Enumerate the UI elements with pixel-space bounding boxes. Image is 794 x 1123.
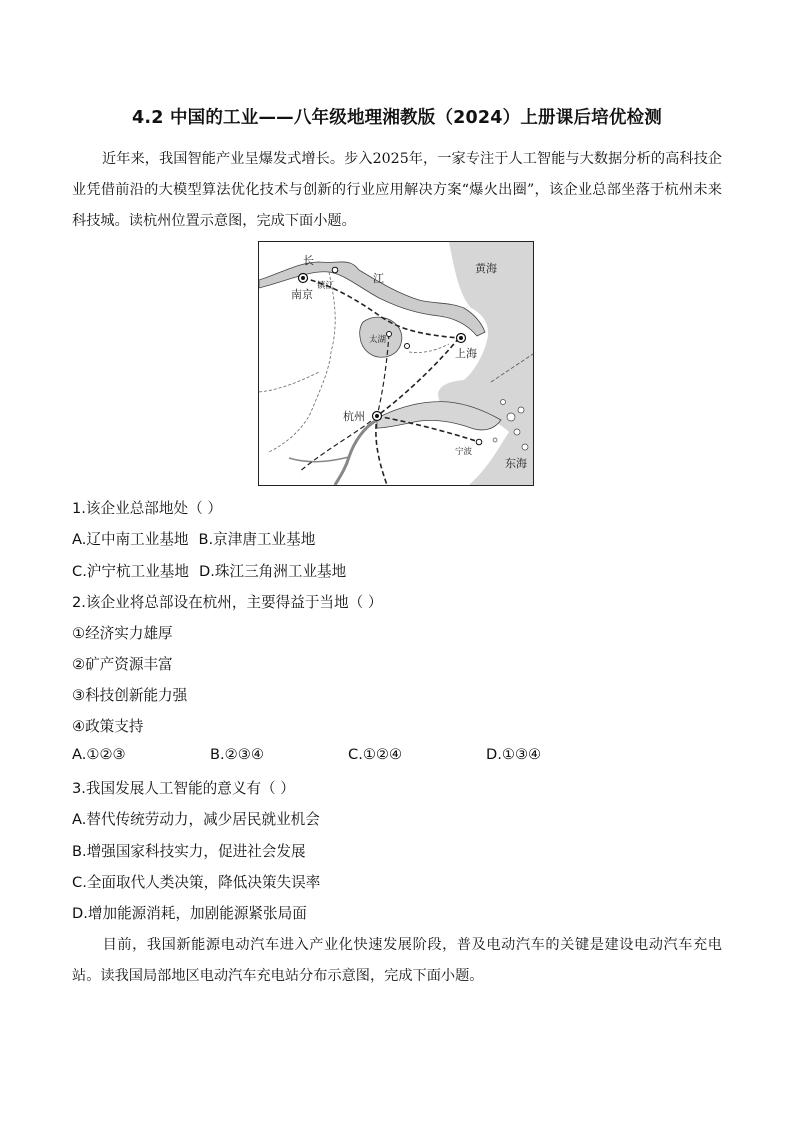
q2-option-b[interactable]: B.②③④	[210, 746, 264, 763]
q2-option-c[interactable]: C.①②④	[348, 746, 403, 763]
hangzhou-location-map	[258, 241, 534, 486]
zhenjiang-marker	[332, 267, 338, 273]
ningbo-marker	[476, 439, 482, 445]
q3-stem: 3.我国发展人工智能的意义有（ ）	[72, 780, 295, 797]
q3-option-d[interactable]: D.增加能源消耗，加剧能源紧张局面	[72, 905, 307, 922]
q2-item-3: ③科技创新能力强	[72, 687, 188, 704]
page-title: 4.2 中国的工业——八年级地理湘教版（2024）上册课后培优检测	[132, 108, 662, 128]
hangzhou-label: 杭州	[343, 410, 365, 423]
q3-option-b[interactable]: B.增强国家科技实力，促进社会发展	[72, 843, 306, 860]
q1-options-row-1	[72, 528, 315, 549]
q3-option-a[interactable]: A.替代传统劳动力，减少居民就业机会	[72, 811, 320, 828]
q1-option-c[interactable]: C.沪宁杭工业基地	[72, 563, 189, 580]
q1-option-a[interactable]: A.辽中南工业基地	[72, 531, 189, 548]
shanghai-label: 上海	[455, 347, 477, 360]
chang-label: 长	[303, 254, 314, 267]
q1-options-row-2	[72, 560, 346, 581]
intro-text-1: 近年来，我国智能产业呈爆发式增长。步入2025年，一家专注于人工智能与大数据分析的高科技企业凭借前沿的大模型算法优化技术与创新的行业应用解决方案“爆火出圈”，该企业总部坐落于杭州未来科技城。读杭州位置示意图，完成下面小题。	[72, 151, 722, 229]
jiang-label: 江	[373, 272, 384, 285]
zhenjiang-label: 镇江	[317, 281, 335, 291]
taihu-label: 太湖	[369, 335, 387, 345]
yellow-sea-label: 黄海	[475, 262, 497, 275]
q2-option-d[interactable]: D.①③④	[486, 746, 542, 763]
intro-paragraph-1	[72, 144, 722, 237]
map-svg	[259, 242, 533, 485]
q1-option-b[interactable]: B.京津唐工业基地	[198, 531, 316, 548]
nanjing-label: 南京	[291, 288, 313, 301]
q2-stem: 2.该企业将总部设在杭州，主要得益于当地（ ）	[72, 594, 383, 611]
q2-option-a[interactable]: A.①②③	[72, 746, 126, 763]
east-sea-label: 东海	[505, 457, 527, 470]
q3-option-c[interactable]: C.全面取代人类决策，降低决策失误率	[72, 874, 321, 891]
ningbo-label: 宁波	[455, 447, 473, 457]
qiantang-river	[335, 420, 377, 485]
q2-item-1: ①经济实力雄厚	[72, 625, 173, 642]
intro-text-2: 目前，我国新能源电动汽车进入产业化快速发展阶段，普及电动汽车的关键是建设电动汽车充电站。读我国局部地区电动汽车充电站分布示意图，完成下面小题。	[72, 937, 722, 984]
q2-item-4: ④政策支持	[72, 718, 144, 735]
q2-item-2: ②矿产资源丰富	[72, 656, 173, 673]
q1-option-d[interactable]: D.珠江三角洲工业基地	[199, 563, 347, 580]
q1-stem: 1.该企业总部地处（ ）	[72, 500, 222, 517]
intro-paragraph-2	[72, 930, 722, 992]
